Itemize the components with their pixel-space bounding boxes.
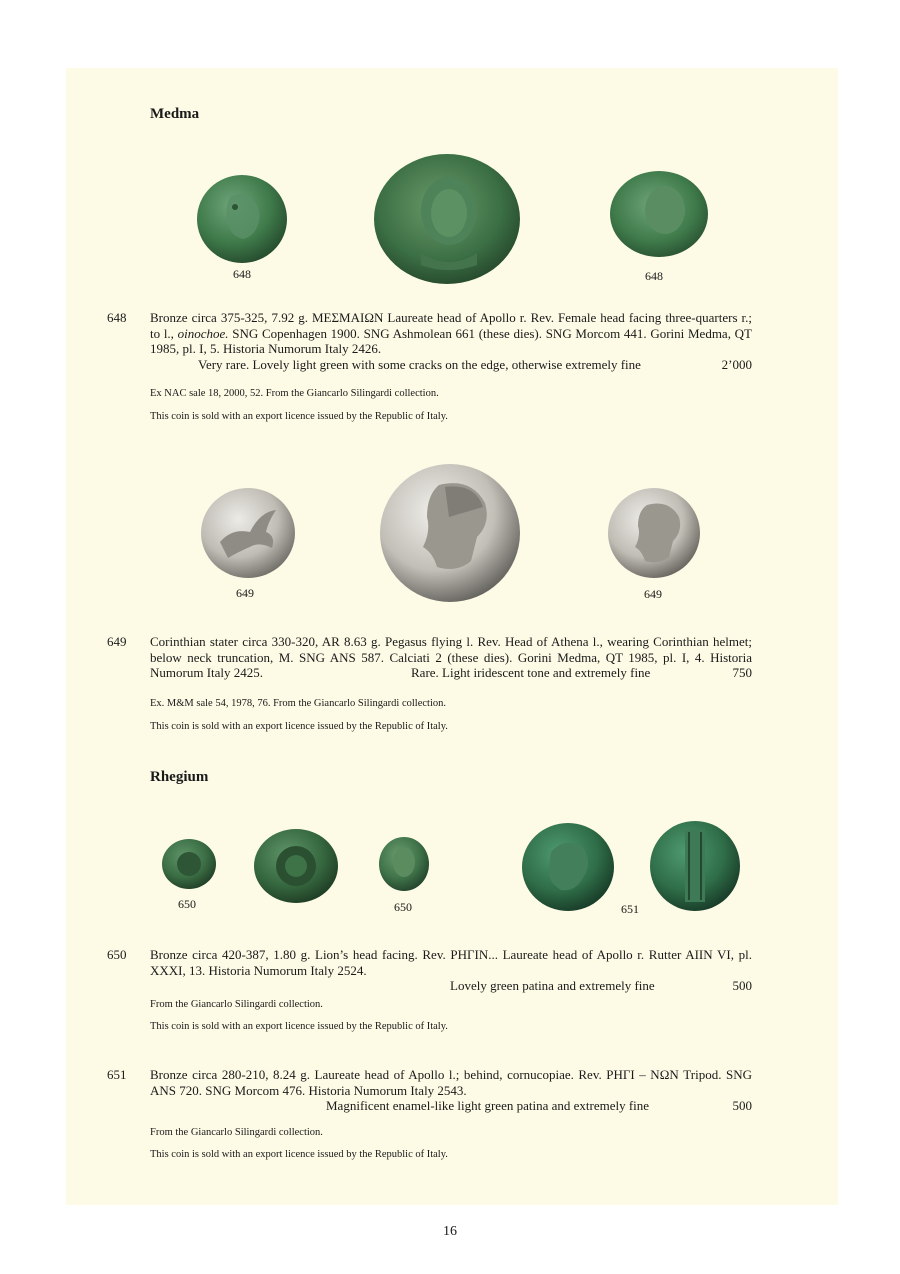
coin-649-obverse-image [200,487,296,579]
lot-651-description: Bronze circa 280-210, 8.24 g. Laureate head of Apollo l.; behind, cornucopiae. Rev. ΡΗΓΙ – ΝΩΝ Tripod. SNG ANS 720. SNG Morcom 476. Historia Numorum Italy 2543. [150,1067,752,1098]
lot-649-note-licence: This coin is sold with an export licence issued by the Republic of Italy. [150,721,448,732]
coin-650-obverse-image [253,828,339,904]
lot-651-price: 500 [732,1098,752,1113]
lot-648-note-provenance: Ex NAC sale 18, 2000, 52. From the Giancarlo Silingardi collection. [150,388,439,399]
lot-649-description: Corinthian stater circa 330-320, AR 8.63 g. Pegasus flying l. Rev. Head of Athena l., wearing Corinthian helmet; below neck truncation, M. SNG ANS 587. Calciati 2 (these dies). Gorini Medma, QT 1985, pl. I, 4. Historia Numorum Italy 2425. [150,634,752,680]
coin-648-obverse-image [195,172,289,266]
lot-651-note-provenance: From the Giancarlo Silingardi collection. [150,1127,323,1138]
lot-648-description-italic: oinochoe. [177,325,229,341]
coin-651-obverse-image [521,822,615,912]
coin-648-reverse-large-image [373,153,521,285]
coin-648-reverse-image [609,170,709,258]
lot-649-caption-1: 649 [236,586,254,600]
coin-651-reverse-image [649,820,741,912]
lot-648-caption-2: 648 [645,269,663,283]
section-title-medma: Medma [150,106,200,122]
section-title-rhegium: Rhegium [150,769,209,785]
coin-650-obverse-small-image [161,838,217,890]
lot-650-grade: Lovely green patina and extremely fine [450,978,655,993]
coin-649-reverse-image [607,487,701,579]
coin-649-reverse-large-image [379,463,521,603]
lot-650-caption-1: 650 [178,897,196,911]
lot-649-grade: Rare. Light iridescent tone and extremely fine [411,665,651,680]
lot-650-caption-2: 650 [394,900,412,914]
lot-648-number: 648 [107,310,127,325]
lot-650-description: Bronze circa 420-387, 1.80 g. Lion’s head facing. Rev. ΡΗΓΙΝ... Laureate head of Apollo r. Rutter AIIN VI, pl. XXXI, 13. Historia Numorum Italy 2524. [150,947,752,978]
lot-648-description-text: Bronze circa 375-325, 7.92 g. ΜΕΣΜΑΙΩΝ Laureate head of Apollo r. Rev. Female head facing three-quarters r.; to l., [150,310,752,341]
lot-649-number: 649 [107,634,127,649]
lot-651-number: 651 [107,1067,127,1082]
lot-650-note-provenance: From the Giancarlo Silingardi collection. [150,999,323,1010]
lot-649-caption-2: 649 [644,587,662,601]
lot-649-price: 750 [732,665,752,680]
lot-648-note-licence: This coin is sold with an export licence issued by the Republic of Italy. [150,411,448,422]
lot-651-caption: 651 [621,902,639,916]
lot-650-price: 500 [732,978,752,993]
lot-650-note-licence: This coin is sold with an export licence issued by the Republic of Italy. [150,1021,448,1032]
lot-650-number: 650 [107,947,127,962]
lot-648-description [150,310,752,357]
lot-648-caption-1: 648 [233,267,251,281]
page-number: 16 [443,1224,457,1239]
lot-649-note-provenance: Ex. M&M sale 54, 1978, 76. From the Giancarlo Silingardi collection. [150,698,446,709]
lot-648-description-text-end: SNG Copenhagen 1900. SNG Ashmolean 661 (these dies). SNG Morcom 441. Gorini Medma, QT 1985, pl. I, 5. Historia Numorum Italy 2426. [150,325,752,356]
lot-648-price: 2’000 [721,357,752,372]
coin-650-reverse-image [378,836,430,892]
lot-651-note-licence: This coin is sold with an export licence issued by the Republic of Italy. [150,1149,448,1160]
lot-651-grade: Magnificent enamel-like light green patina and extremely fine [326,1098,650,1113]
lot-648-grade: Very rare. Lovely light green with some cracks on the edge, otherwise extremely fine [198,357,641,372]
